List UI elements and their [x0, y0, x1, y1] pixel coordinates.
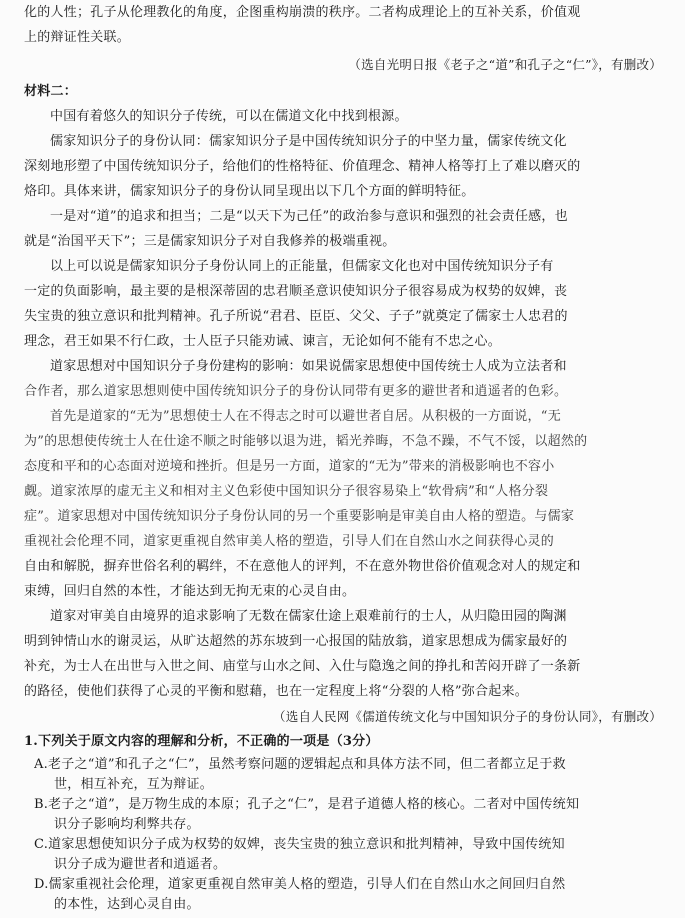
- paragraph-line: 觑。道家浓厚的虚无主义和相对主义色彩使中国知识分子很容易染上“软骨病”和“人格分裂: [24, 484, 549, 499]
- paragraph-line: 明到钟情山水的谢灵运，从旷达超然的苏东坡到一心报国的陆放翁，道家思想成为儒家最好的: [24, 634, 568, 649]
- option-b-continued: 识分子影响均利弊共存。: [54, 817, 200, 832]
- paragraph-line: 道家对审美自由境界的追求影响了无数在儒家仕途上艰难前行的士人，从归隐田园的陶渊: [50, 609, 567, 624]
- paragraph-line: 一定的负面影响，最主要的是根深蒂固的忠君顺圣意识使知识分子很容易成为权势的奴婢，丧: [24, 284, 568, 299]
- paragraph-line: 重视社会伦理不同，道家更重视自然审美人格的塑造，引导人们在自然山水之间获得心灵的: [24, 534, 555, 549]
- paragraph-line: 为”的思想使传统士人在仕途不顺之时能够以退为进，韬光养晦，不急不躁，不气不馁，以超然的: [24, 434, 588, 449]
- paragraph-line: 自由和解脱，摒弃世俗名利的羁绊，不在意他人的评判，不在意外物世俗价值观念对人的规定和: [24, 559, 581, 574]
- paragraph-line: 态度和平和的心态面对逆境和挫折。但是另一方面，道家的“无为”带来的消极影响也不容小: [24, 459, 555, 474]
- paragraph-line: 补充，为士人在出世与入世之间、庙堂与山水之间、入仕与隐逸之间的挣扎和苦闷开辟了一条新: [24, 659, 581, 674]
- option-a-continued: 世，相互补充，互为辩证。: [54, 777, 214, 792]
- paragraph-line: 烙印。具体来讲，儒家知识分子的身份认同呈现出以下几个方面的鲜明特征。: [24, 184, 475, 199]
- paragraph-line: 失宝贵的独立意识和批判精神。孔子所说“君君、臣臣、父父、子子”就奠定了儒家士人忠君的: [24, 309, 568, 324]
- paragraph-line: 就是“治国平天下”；三是儒家知识分子对自我修养的极端重视。: [24, 234, 396, 249]
- question-stem: 1.下列关于原文内容的理解和分析，不正确的一项是（3分）: [24, 734, 379, 749]
- option-a: A.老子之“道”和孔子之“仁”，虽然考察问题的逻辑起点和具体方法不同，但二者都立足于救: [34, 757, 566, 772]
- source-citation: （选自人民网《儒道传统文化与中国知识分子的身份认同》，有删改）: [272, 709, 662, 724]
- paragraph-line: 合作者，那么道家思想则使中国传统知识分子的身份认同带有更多的避世者和逍遥者的色彩。: [24, 384, 568, 399]
- paragraph-line: 儒家知识分子的身份认同：儒家知识分子是中国传统知识分子的中坚力量，儒家传统文化: [50, 134, 567, 149]
- paragraph-line: 中国有着悠久的知识分子传统，可以在儒道文化中找到根源。: [50, 109, 408, 124]
- option-d-continued: 的本性，达到心灵自由。: [54, 897, 200, 912]
- option-d: D.儒家重视社会伦理，道家更重视自然审美人格的塑造，引导人们在自然山水之间回归自然: [34, 877, 566, 892]
- option-b: B.老子之“道”，是万物生成的本原；孔子之“仁”，是君子道德人格的核心。二者对中国传统知: [34, 797, 580, 812]
- paragraph-line: 的路径，使他们获得了心灵的平衡和慰藉，也在一定程度上将“分裂的人格”弥合起来。: [24, 684, 529, 699]
- paragraph-line: 首先是道家的“无为”思想使士人在不得志之时可以避世者自居。从积极的一方面说，“无: [50, 409, 561, 424]
- paragraph-line: 深刻地形塑了中国传统知识分子，给他们的性格特征、价值理念、精神人格等打上了难以磨灭的: [24, 159, 581, 174]
- section-heading: 材料二：: [24, 84, 78, 99]
- paragraph-line: 以上可以说是儒家知识分子身份认同上的正能量，但儒家文化也对中国传统知识分子有: [50, 259, 554, 274]
- text-line: 化的人性；孔子从伦理教化的角度，企图重构崩溃的秩序。二者构成理论上的互补关系，价值观: [24, 5, 581, 20]
- text-line: 上的辩证性关联。: [24, 30, 131, 45]
- option-c-continued: 识分子成为避世者和逍遥者。: [54, 857, 227, 872]
- option-c: C.道家思想使知识分子成为权势的奴婢，丧失宝贵的独立意识和批判精神，导致中国传统知: [34, 837, 565, 852]
- paragraph-line: 理念，君王如果不行仁政，士人臣子只能劝诫、谏言，无论如何不能有不忠之心。: [24, 334, 502, 349]
- paragraph-line: 束缚，回归自然的本性，才能达到无拘无束的心灵自由。: [24, 584, 356, 599]
- paragraph-line: 道家思想对中国知识分子身份建构的影响：如果说儒家思想使中国传统士人成为立法者和: [50, 359, 567, 374]
- paragraph-line: 一是对“道”的追求和担当；二是“以天下为己任”的政治参与意识和强烈的社会责任感，也: [50, 209, 568, 224]
- paragraph-line: 症”。道家思想对中国传统知识分子身份认同的另一个重要影响是审美自由人格的塑造。与儒家: [24, 509, 575, 524]
- source-citation: （选自光明日报《老子之“道”和孔子之“仁”》，有删改）: [348, 57, 662, 72]
